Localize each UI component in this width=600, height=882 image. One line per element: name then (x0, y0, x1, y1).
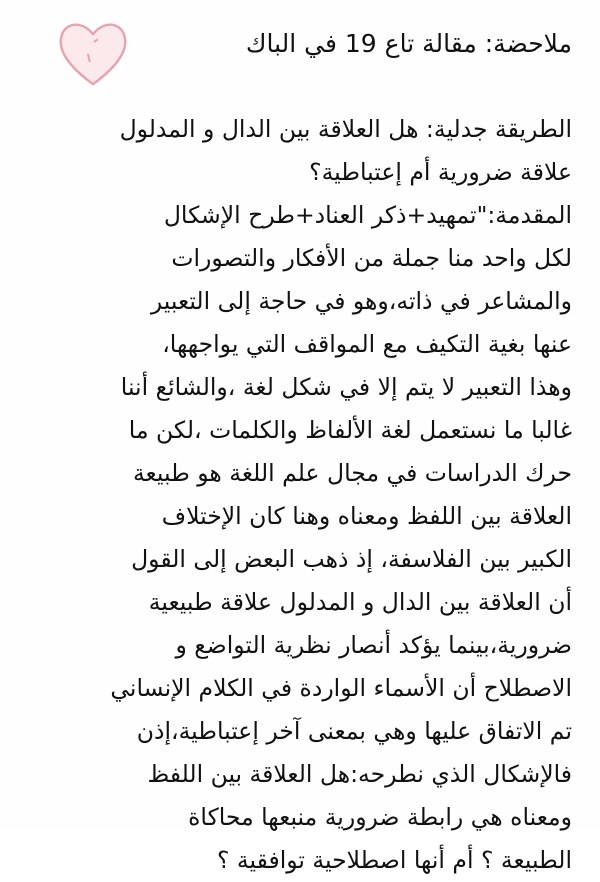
text-line: فالإشكال الذي نطرحه:هل العلاقة بين اللفظ (147, 760, 572, 788)
text-line: غالبا ما نستعمل لغة الألفاظ والكلمات ،لكن ما (128, 416, 572, 444)
text-line: حرك الدراسات في مجال علم اللغة هو طبيعة (132, 459, 572, 487)
text-line: الطبيعة ؟ أم أنها اصطلاحية توافقية ؟ (216, 846, 572, 874)
text-line: أن العلاقة بين الدال و المدلول علاقة طبيعية (148, 588, 572, 616)
note-title: ملاحضة: مقالة تاع 19 في الباك (245, 29, 572, 58)
text-line: والمشاعر في ذاته،وهو في حاجة إلى التعبير (150, 287, 572, 315)
text-line: ومعناه هي رابطة ضرورية منبعها محاكاة (188, 803, 572, 831)
text-line: الكبير بين الفلاسفة، إذ ذهب البعض إلى القول (131, 545, 572, 573)
text-line: وهذا التعبير لا يتم إلا في شكل لغة ،والشائع أننا (120, 373, 572, 401)
text-line: الاصطلاح أن الأسماء الواردة في الكلام الإنساني (110, 674, 572, 702)
text-line: المقدمة:"تمهيد+ذكر العناد+طرح الإشكال (163, 201, 572, 229)
text-line: تم الاتفاق عليها وهي بمعنى آخر إعتباطية،إذن (136, 717, 572, 745)
text-line: العلاقة بين اللفظ ومعناه وهنا كان الإختلاف (161, 502, 572, 530)
text-line: الطريقة جدلية: هل العلاقة بين الدال و المدلول (119, 115, 572, 143)
text-line: عنها بغية التكيف مع المواقف التي يواجهها، (162, 330, 572, 358)
text-line: لكل واحد منا جملة من الأفكار والتصورات (171, 244, 572, 272)
text-line: علاقة ضرورية أم إعتباطية؟ (309, 158, 572, 186)
text-line: ضرورية،بينما يؤكد أنصار نظرية التواضع و (175, 631, 572, 659)
article-body (12, 108, 572, 882)
heart-icon (52, 12, 134, 94)
